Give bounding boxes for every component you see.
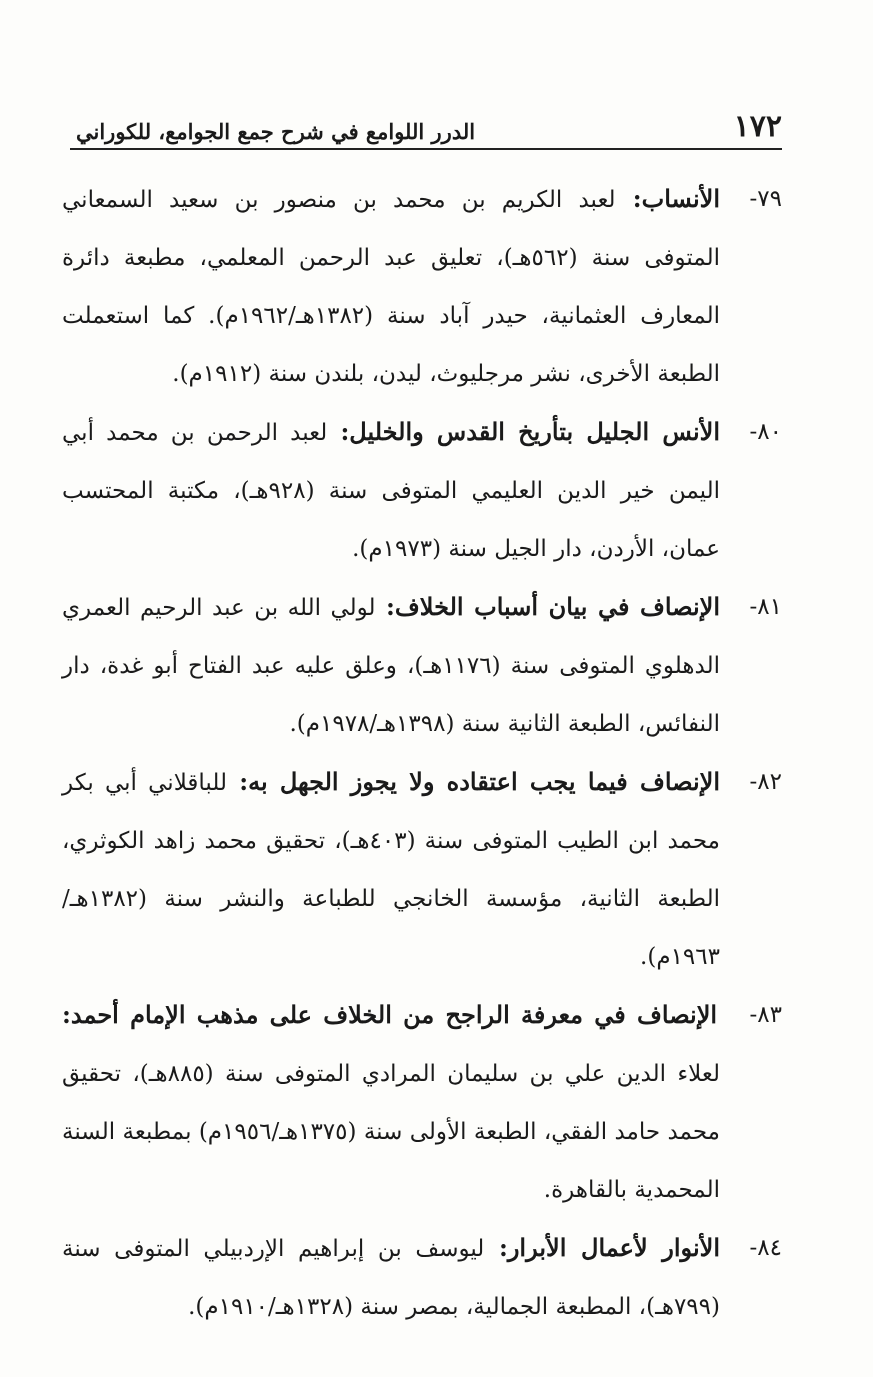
bibliography-entry (62, 578, 782, 753)
bibliography-entry (62, 1219, 782, 1336)
bibliography-entry (62, 170, 782, 403)
entry-number: ٨٢- (749, 769, 782, 795)
entry-title: الإنصاف في معرفة الراجح من الخلاف على مذهب الإمام أحمد: (62, 1000, 718, 1029)
entry-number: ٨٠- (749, 419, 782, 445)
page-number: ١٧٢ (733, 109, 782, 144)
entry-text: للباقلاني أبي بكر محمد ابن الطيب المتوفى سنة (٤٠٣هـ)، تحقيق محمد زاهد الكوثري، الطبعة الثانية، مؤسسة الخانجي للطباعة والنشر سنة (١٣٨٢هـ/١٩٦٣م). (62, 770, 720, 970)
entry-text: لعبد الكريم بن محمد بن منصور بن سعيد السمعاني المتوفى سنة (٥٦٢هـ)، تعليق عبد الرحمن المعلمي، مطبعة دائرة المعارف العثمانية، حيدر آباد سنة (١٣٨٢هـ/١٩٦٢م). كما استعملت الطبعة الأخرى، نشر مرجليوث، ليدن، بلندن سنة (١٩١٢م). (62, 187, 720, 387)
entry-text: لعلاء الدين علي بن سليمان المرادي المتوفى سنة (٨٨٥هـ)، تحقيق محمد حامد الفقي، الطبعة الأولى سنة (١٣٧٥هـ/١٩٥٦م) بمطبعة السنة المحمدية بالقاهرة. (62, 1061, 720, 1203)
entry-title: الإنصاف في بيان أسباب الخلاف: (375, 592, 721, 621)
entry-title: الأنساب: (615, 184, 720, 213)
entry-number: ٧٩- (749, 186, 782, 212)
entry-title: الإنصاف فيما يجب اعتقاده ولا يجوز الجهل به: (226, 767, 720, 796)
bibliography-list (62, 170, 782, 1336)
bibliography-entry (62, 986, 782, 1219)
entry-title: الأنس الجليل بتأريخ القدس والخليل: (327, 417, 720, 446)
bibliography-entry (62, 753, 782, 986)
entry-number: ٨١- (749, 594, 782, 620)
entry-text: لعبد الرحمن بن محمد أبي اليمن خير الدين العليمي المتوفى سنة (٩٢٨هـ)، مكتبة المحتسب عمان، الأردن، دار الجيل سنة (١٩٧٣م). (62, 420, 720, 562)
entry-number: ٨٣- (749, 1002, 782, 1028)
entry-text: ليوسف بن إبراهيم الإردبيلي المتوفى سنة (٧٩٩هـ)، المطبعة الجمالية، بمصر سنة (١٣٢٨هـ/١٩١٠م). (62, 1236, 720, 1320)
running-title: الدرر اللوامع في شرح جمع الجوامع، للكوراني (76, 119, 476, 144)
bibliography-entry (62, 403, 782, 578)
entry-title: الأنوار لأعمال الأبرار: (484, 1233, 720, 1262)
page-header (70, 108, 782, 150)
entry-number: ٨٤- (749, 1235, 782, 1261)
entry-text: لولي الله بن عبد الرحيم العمري الدهلوي المتوفى سنة (١١٧٦هـ)، وعلق عليه عبد الفتاح أبو غدة، دار النفائس، الطبعة الثانية سنة (١٣٩٨هـ/١٩٧٨م). (62, 595, 721, 737)
